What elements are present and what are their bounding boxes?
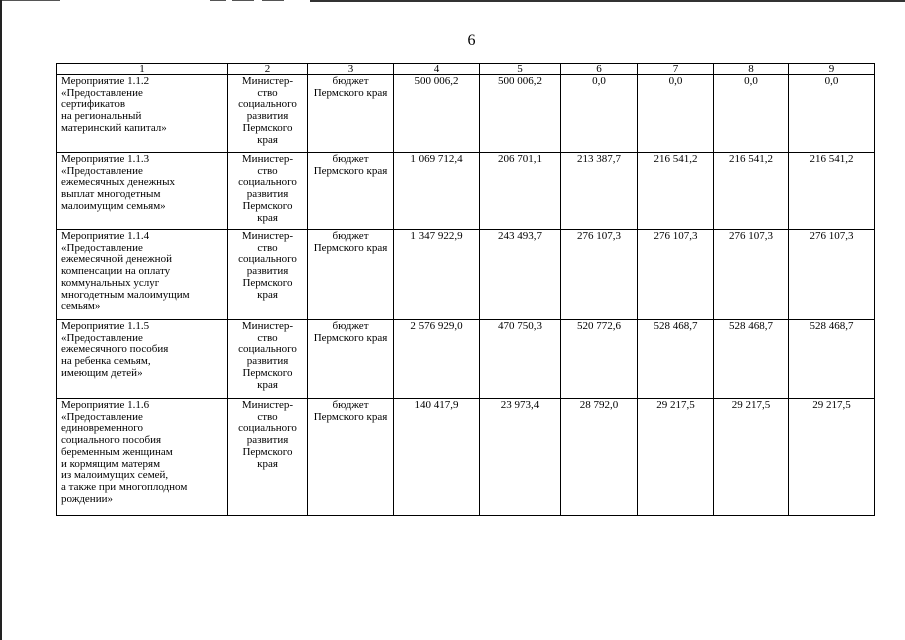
- value-cell: 28 792,0: [561, 399, 638, 516]
- scan-edge-left: [0, 0, 2, 640]
- activity-name-cell: [57, 320, 228, 399]
- value-cell: 1 069 712,4: [394, 153, 480, 230]
- value-cell: 276 107,3: [638, 230, 714, 320]
- column-header: 7: [638, 64, 714, 75]
- activity-name: Мероприятие 1.1.5 «Предоставление ежемесячного пособия на ребенка семьям, имеющим детей»: [61, 320, 169, 379]
- funding-source-cell: [308, 399, 394, 516]
- column-header: 1: [57, 64, 228, 75]
- responsible-cell: [228, 153, 308, 230]
- value-cell: 520 772,6: [561, 320, 638, 399]
- responsible-executor: Министер- ство социального развития Пермского края: [238, 153, 297, 224]
- responsible-executor: Министер- ство социального развития Пермского края: [238, 320, 297, 391]
- activity-name: Мероприятие 1.1.3 «Предоставление ежемесячных денежных выплат многодетным малоимущим семьям»: [61, 153, 175, 212]
- responsible-cell: [228, 399, 308, 516]
- activity-name-cell: [57, 153, 228, 230]
- activity-name-cell: [57, 230, 228, 320]
- value-cell: 216 541,2: [789, 153, 875, 230]
- value-cell: 0,0: [714, 75, 789, 153]
- funding-source: бюджет Пермского края: [313, 230, 388, 254]
- table-row: [57, 399, 875, 516]
- value-cell: 23 973,4: [480, 399, 561, 516]
- table-row: [57, 75, 875, 153]
- funding-source: бюджет Пермского края: [313, 320, 388, 344]
- page-number: 6: [467, 32, 476, 49]
- value-cell: 140 417,9: [394, 399, 480, 516]
- value-cell: 528 468,7: [714, 320, 789, 399]
- scan-edge-top: [0, 0, 905, 2]
- column-header: 4: [394, 64, 480, 75]
- value-cell: 29 217,5: [638, 399, 714, 516]
- value-cell: 276 107,3: [561, 230, 638, 320]
- value-cell: 216 541,2: [714, 153, 789, 230]
- column-number-row: [57, 64, 875, 75]
- activity-name-cell: [57, 399, 228, 516]
- budget-table: [56, 63, 875, 516]
- value-cell: 470 750,3: [480, 320, 561, 399]
- funding-source: бюджет Пермского края: [313, 399, 388, 423]
- responsible-cell: [228, 75, 308, 153]
- responsible-executor: Министер- ство социального развития Пермского края: [238, 399, 297, 470]
- column-header: 6: [561, 64, 638, 75]
- value-cell: 276 107,3: [789, 230, 875, 320]
- value-cell: 243 493,7: [480, 230, 561, 320]
- responsible-executor: Министер- ство социального развития Пермского края: [238, 75, 297, 146]
- activity-name-cell: [57, 75, 228, 153]
- funding-source-cell: [308, 153, 394, 230]
- table-row: [57, 230, 875, 320]
- value-cell: 0,0: [789, 75, 875, 153]
- table-row: [57, 153, 875, 230]
- responsible-cell: [228, 230, 308, 320]
- value-cell: 528 468,7: [638, 320, 714, 399]
- value-cell: 528 468,7: [789, 320, 875, 399]
- value-cell: 0,0: [638, 75, 714, 153]
- column-header: 5: [480, 64, 561, 75]
- activity-name: Мероприятие 1.1.6 «Предоставление единовременного социального пособия беременным женщинам и кормящим матерям из малоимущих семей, а также при многоплодном рождении»: [61, 399, 188, 505]
- responsible-cell: [228, 320, 308, 399]
- table-row: [57, 320, 875, 399]
- value-cell: 276 107,3: [714, 230, 789, 320]
- funding-source-cell: [308, 75, 394, 153]
- value-cell: 29 217,5: [714, 399, 789, 516]
- funding-source: бюджет Пермского края: [313, 75, 388, 99]
- value-cell: 0,0: [561, 75, 638, 153]
- column-header: 8: [714, 64, 789, 75]
- column-header: 3: [308, 64, 394, 75]
- funding-source: бюджет Пермского края: [313, 153, 388, 177]
- value-cell: 216 541,2: [638, 153, 714, 230]
- value-cell: 500 006,2: [394, 75, 480, 153]
- value-cell: 500 006,2: [480, 75, 561, 153]
- responsible-executor: Министер- ство социального развития Пермского края: [238, 230, 297, 301]
- column-header: 9: [789, 64, 875, 75]
- value-cell: 1 347 922,9: [394, 230, 480, 320]
- value-cell: 29 217,5: [789, 399, 875, 516]
- value-cell: 206 701,1: [480, 153, 561, 230]
- funding-source-cell: [308, 230, 394, 320]
- value-cell: 2 576 929,0: [394, 320, 480, 399]
- activity-name: Мероприятие 1.1.2 «Предоставление сертификатов на региональный материнский капитал»: [61, 75, 167, 134]
- column-header: 2: [228, 64, 308, 75]
- funding-source-cell: [308, 320, 394, 399]
- activity-name: Мероприятие 1.1.4 «Предоставление ежемесячной денежной компенсации на оплату коммунальных услуг многодетным малоимущим семьям»: [61, 230, 190, 313]
- value-cell: 213 387,7: [561, 153, 638, 230]
